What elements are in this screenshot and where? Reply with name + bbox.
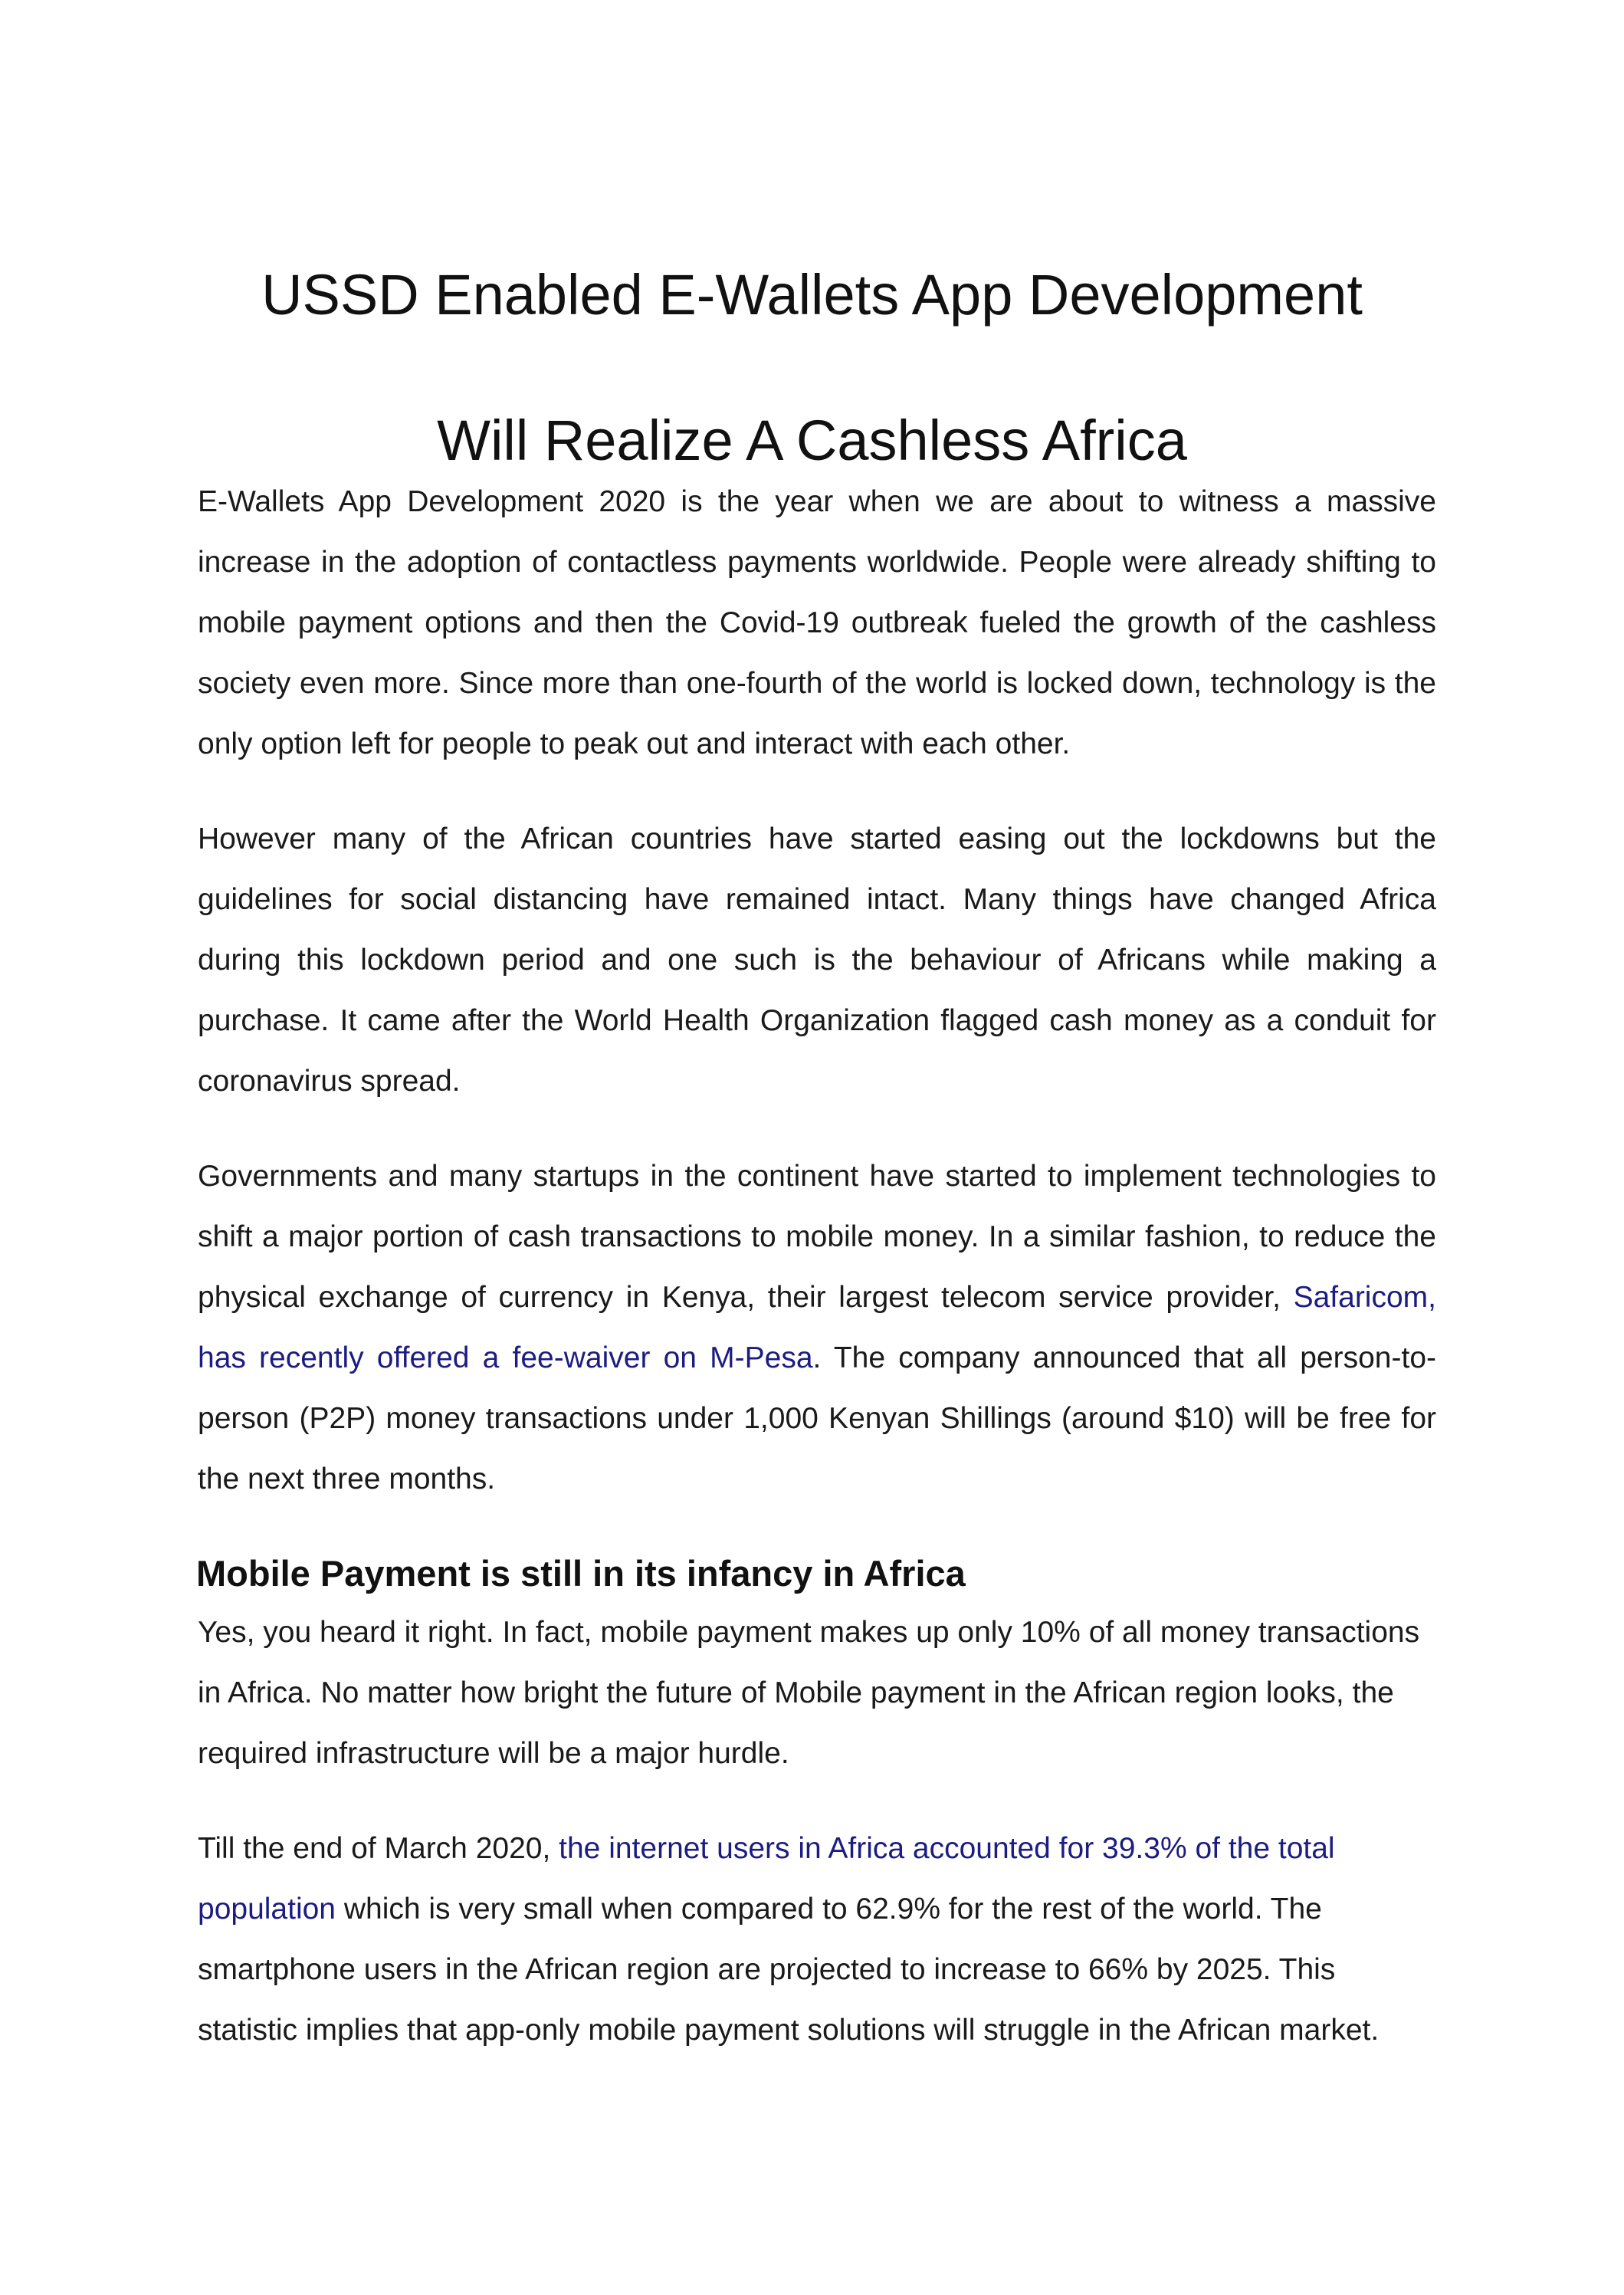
paragraph-internet-users-text-start: Till the end of March 2020, bbox=[198, 1832, 559, 1865]
paragraph-lockdown: However many of the African countries have started easing out the lockdowns but the guidelines for social distancing have remained intact. Many things have changed Africa during this lockdown period and one such is the behaviour of Africans while making a purchase. It came after the World Health Organization flagged cash money as a conduit for coronavirus spread. bbox=[198, 822, 1436, 1098]
paragraph-governments bbox=[198, 1146, 1436, 1509]
title-line-1: USSD Enabled E-Wallets App Development bbox=[261, 263, 1363, 327]
safaricom-fee-waiver-link[interactable]: Safaricom, has recently offered a fee-waiver on M-Pesa bbox=[198, 1281, 1436, 1374]
paragraph-internet-users-text-end: which is very small when compared to 62.9% for the rest of the world. The smartphone users in the African region are projected to increase to 66% by 2025. This statistic implies that app-only mobile payment solutions will struggle in the African market. bbox=[198, 1893, 1380, 2047]
paragraph-internet-users bbox=[198, 1818, 1436, 2060]
page-title bbox=[176, 222, 1448, 514]
section-heading: Mobile Payment is still in its infancy in Africa bbox=[196, 1553, 966, 1594]
paragraph-infancy: Yes, you heard it right. In fact, mobile payment makes up only 10% of all money transactions in Africa. No matter how bright the future of Mobile payment in the African region looks, the required infrastructure will be a major hurdle. bbox=[198, 1616, 1420, 1770]
paragraph-intro: E-Wallets App Development 2020 is the year when we are about to witness a massive increase in the adoption of contactless payments worldwide. People were already shifting to mobile payment options and then the Covid-19 outbreak fueled the growth of the cashless society even more. Since more than one-fourth of the world is locked down, technology is the only option left for people to peak out and interact with each other. bbox=[198, 485, 1436, 760]
title-line-2: Will Realize A Cashless Africa bbox=[437, 409, 1187, 472]
internet-users-statistic-link[interactable]: the internet users in Africa accounted for 39.3% of the total population bbox=[198, 1832, 1335, 1926]
paragraph-governments-text-start: Governments and many startups in the continent have started to implement technologies to shift a major portion of cash transactions to mobile money. In a similar fashion, to reduce the physical exchange of currency in Kenya, their largest telecom service provider, bbox=[198, 1160, 1436, 1314]
paragraph-governments-text-end: . The company announced that all person-to-person (P2P) money transactions under 1,000 Kenyan Shillings (around $10) will be free for the next three months. bbox=[198, 1341, 1436, 1496]
